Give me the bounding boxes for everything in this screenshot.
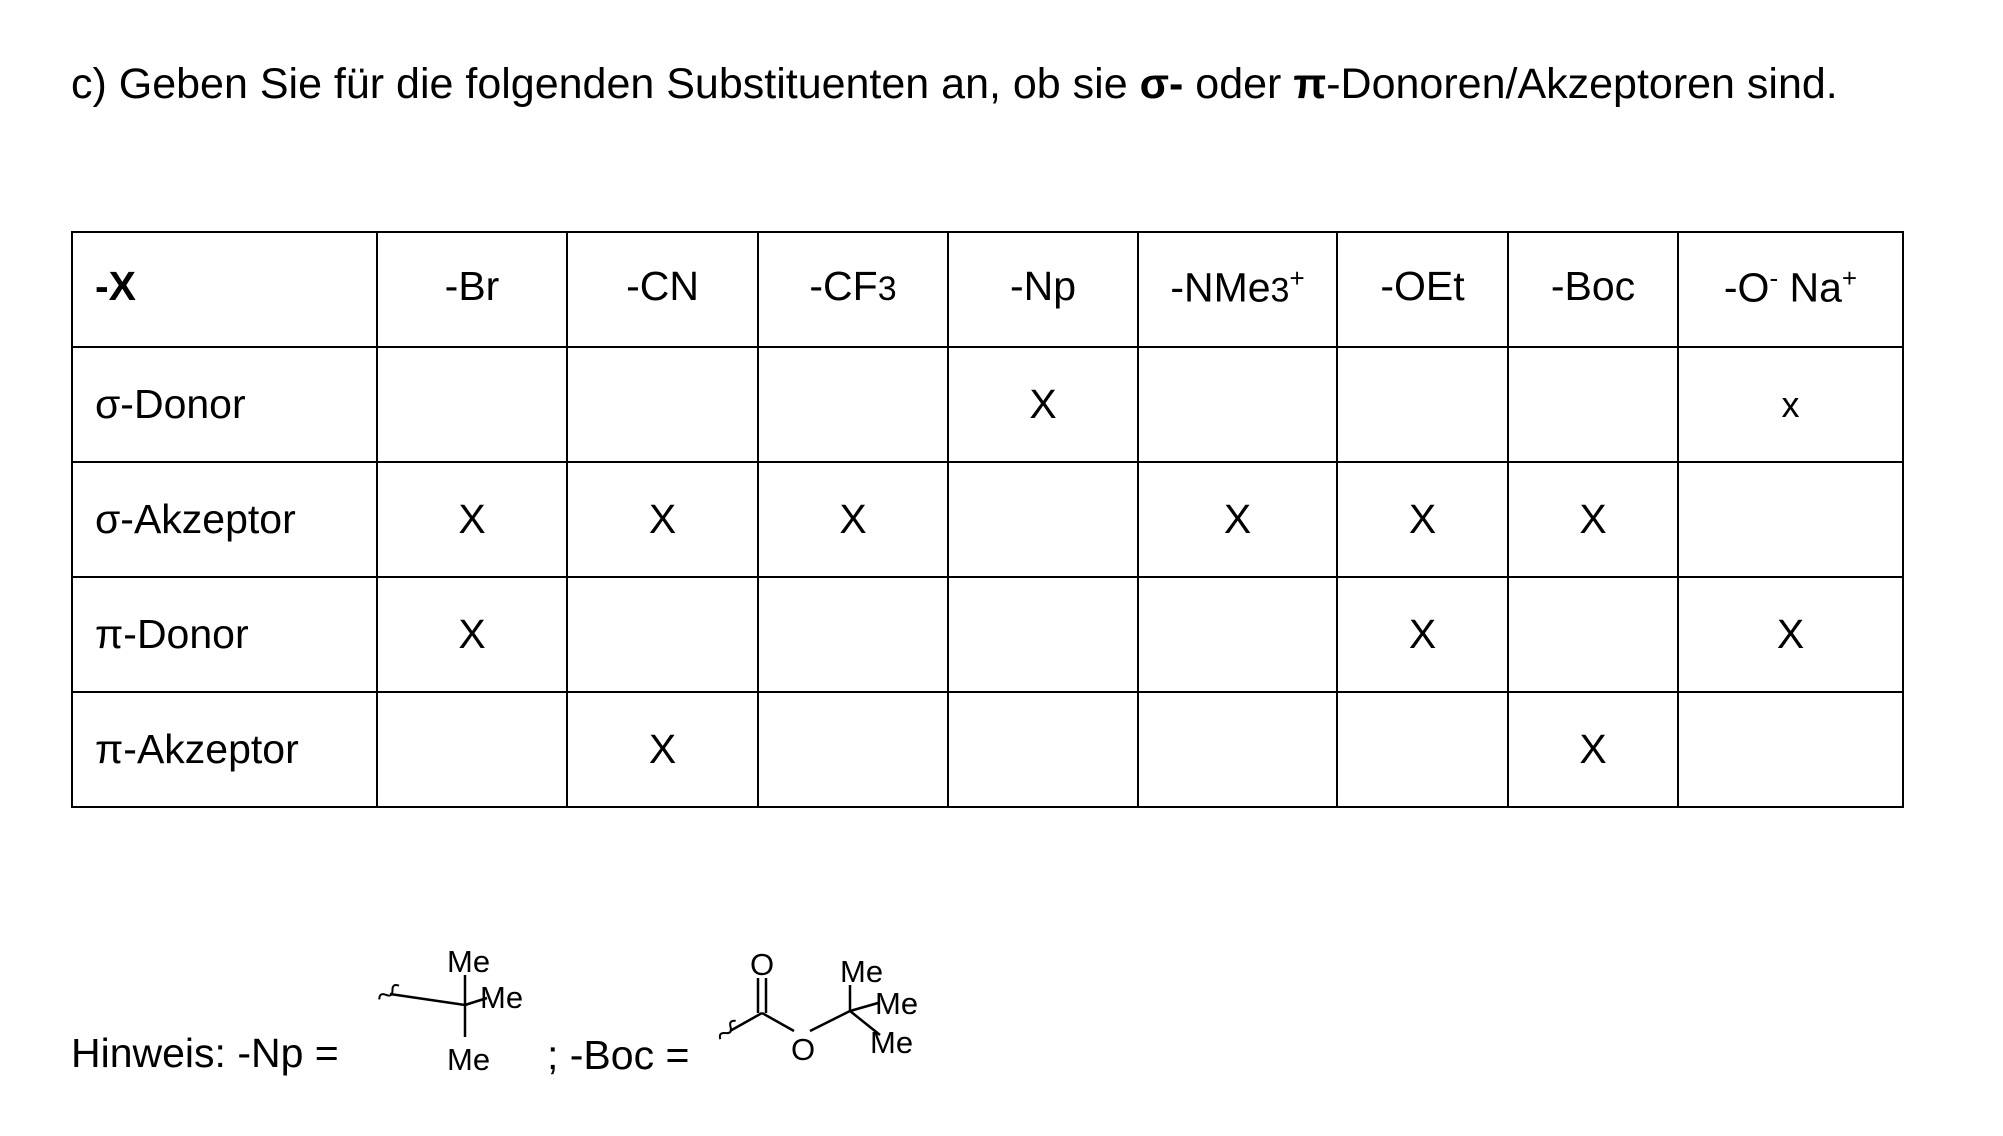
header-cf3: -CF3 <box>758 232 948 347</box>
table-cell <box>758 692 948 807</box>
table-cell <box>1337 692 1508 807</box>
table-cell: X <box>1337 462 1508 577</box>
table-cell: X <box>567 462 758 577</box>
row-label-pi-akzeptor: π-Akzeptor <box>72 692 377 807</box>
header-nme3: -NMe3+ <box>1138 232 1337 347</box>
bond <box>850 1003 878 1011</box>
pi-symbol: π <box>1293 60 1327 108</box>
sigma-symbol: σ- <box>1139 60 1184 108</box>
table-row <box>72 462 1903 577</box>
table-row <box>72 692 1903 807</box>
hint-boc-label: ; -Boc = <box>547 1032 690 1078</box>
table-cell <box>1678 692 1903 807</box>
header-np: -Np <box>948 232 1138 347</box>
table-cell <box>948 462 1138 577</box>
header-oet: -OEt <box>1337 232 1508 347</box>
header-boc: -Boc <box>1508 232 1678 347</box>
question-part: c) <box>71 60 107 108</box>
bond <box>810 1011 850 1031</box>
table-header-row <box>72 232 1903 347</box>
table-cell: X <box>377 577 567 692</box>
header-corner: -X <box>72 232 377 347</box>
question-text-oder: oder <box>1195 60 1282 108</box>
header-br: -Br <box>377 232 567 347</box>
table-cell: x <box>1678 347 1903 462</box>
header-ona: -O- Na+ <box>1678 232 1903 347</box>
table-cell: X <box>377 462 567 577</box>
table-cell <box>567 577 758 692</box>
table-cell: X <box>1508 692 1678 807</box>
table-cell: X <box>758 462 948 577</box>
table-cell <box>1138 577 1337 692</box>
row-label-sigma-akzeptor: σ-Akzeptor <box>72 462 377 577</box>
table-cell <box>1138 347 1337 462</box>
table-row <box>72 347 1903 462</box>
wavy-bond-icon <box>718 1019 738 1041</box>
substituent-table <box>71 231 1904 808</box>
table-cell <box>758 347 948 462</box>
np-me-right: Me <box>480 980 524 1015</box>
row-label-pi-donor: π-Donor <box>72 577 377 692</box>
boc-me-top: Me <box>840 954 884 989</box>
boc-carbonyl-o: O <box>750 947 775 982</box>
table-cell: X <box>1678 577 1903 692</box>
table-cell <box>1508 577 1678 692</box>
table-cell <box>1678 462 1903 577</box>
table-cell: X <box>567 692 758 807</box>
table-cell <box>377 692 567 807</box>
table-cell <box>567 347 758 462</box>
table-cell <box>1337 347 1508 462</box>
boc-structure <box>710 945 950 1080</box>
table-cell <box>948 692 1138 807</box>
boc-me-right: Me <box>875 986 919 1021</box>
np-me-top: Me <box>447 944 491 979</box>
question-text-end: -Donoren/Akzeptoren sind. <box>1326 60 1838 108</box>
table-row <box>72 577 1903 692</box>
row-label-sigma-donor: σ-Donor <box>72 347 377 462</box>
boc-ester-o: O <box>791 1032 816 1067</box>
neopentyl-structure <box>370 930 550 1080</box>
question-text-start: Geben Sie für die folgenden Substituenten an, ob sie <box>118 60 1128 108</box>
boc-me-bottom: Me <box>870 1025 914 1060</box>
np-me-bottom: Me <box>447 1042 491 1077</box>
table-cell: X <box>1337 577 1508 692</box>
bond <box>730 1013 762 1031</box>
wavy-bond-icon <box>378 983 401 1002</box>
table-cell <box>1138 692 1337 807</box>
table-cell: X <box>1138 462 1337 577</box>
table-cell <box>377 347 567 462</box>
header-cn: -CN <box>567 232 758 347</box>
table-cell <box>948 577 1138 692</box>
table-cell: X <box>1508 462 1678 577</box>
table-cell <box>1508 347 1678 462</box>
bond <box>390 994 465 1005</box>
question-heading <box>71 54 1838 114</box>
table-cell: X <box>948 347 1138 462</box>
bond <box>762 1013 794 1031</box>
table-cell <box>758 577 948 692</box>
hint-np-label: Hinweis: -Np = <box>71 1030 339 1076</box>
